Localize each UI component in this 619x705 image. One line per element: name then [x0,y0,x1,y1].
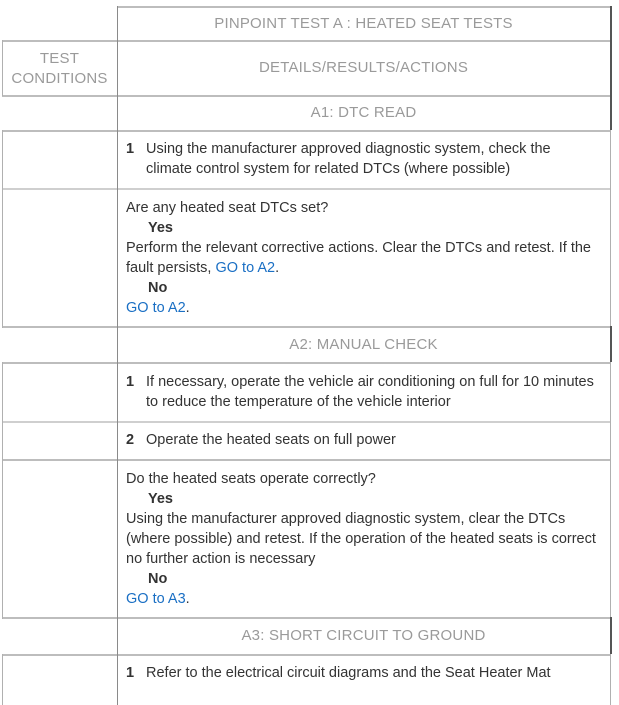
period: . [275,260,280,276]
step-line: to reduce the temperature of the vehicle interior [146,394,451,410]
yes-action-line [126,258,606,278]
rule [2,130,611,132]
section-heading-a3: A3: SHORT CIRCUIT TO GROUND [241,627,486,644]
section-heading-a1: A1: DTC READ [310,104,417,121]
step-line: Using the manufacturer approved diagnostic system, check the [146,141,551,157]
yes-action-line: Using the manufacturer approved diagnostic system, clear the DTCs [126,511,566,527]
no-action-line [126,298,606,318]
go-to-a2-link[interactable]: GO to A2 [126,300,186,316]
step-number: 1 [126,374,135,390]
rule [2,421,611,423]
question-text: Are any heated seat DTCs set? [126,200,329,216]
step-text [126,663,606,683]
yes-label: Yes [148,220,173,236]
period: . [185,591,190,607]
step-a2-2 [126,430,606,450]
step-text [126,372,606,412]
yes-action-text: fault persists, [126,260,216,276]
step-line: If necessary, operate the vehicle air conditioning on full for 10 minutes [146,374,594,390]
step-text [126,139,606,179]
rule [2,188,611,190]
table-right-border [610,326,612,362]
period: . [185,300,190,316]
rule [2,617,611,619]
question-text: Do the heated seats operate correctly? [126,471,376,487]
yes-label: Yes [148,491,173,507]
go-to-a3-link[interactable]: GO to A3 [126,591,186,607]
no-label: No [148,571,168,587]
rule [2,326,611,328]
no-action-line [126,589,606,609]
rule [2,654,611,656]
rule [2,95,611,97]
column-header-details: DETAILS/RESULTS/ACTIONS [258,59,469,76]
step-number: 1 [126,141,135,157]
step-line: climate control system for related DTCs (where possible) [146,161,511,177]
step-a1-1 [126,139,606,179]
step-a2-1 [126,372,606,412]
rule [2,362,611,364]
column-header-line: TEST [39,50,80,67]
question-a1 [126,198,606,318]
table-right-border [610,130,611,328]
page-title: PINPOINT TEST A : HEATED SEAT TESTS [214,15,513,32]
table-right-border [610,617,612,654]
question-a2 [126,469,606,609]
go-to-a2-link[interactable]: GO to A2 [215,260,276,276]
step-text [126,430,606,450]
step-line: Refer to the electrical circuit diagrams and the Seat Heater Mat [146,665,551,681]
table-right-border [610,362,611,619]
table-right-border [610,6,612,130]
rule-top [117,6,611,8]
table-left-border [2,362,3,619]
no-label: No [148,280,168,296]
table-right-border [610,654,611,705]
step-line: Operate the heated seats on full power [146,432,396,448]
yes-action-line: (where possible) and retest. If the operation of the heated seats is correct [126,531,596,547]
yes-action-line: Perform the relevant corrective actions. Clear the DTCs and retest. If the [126,240,591,256]
rule [2,40,611,42]
step-a3-1 [126,663,606,683]
table-left-border [2,130,3,328]
section-heading-a2: A2: MANUAL CHECK [289,336,438,353]
step-number: 1 [126,665,135,681]
table-left-border [2,654,3,705]
column-header-test-conditions [2,49,117,89]
column-header-line: CONDITIONS [11,70,108,87]
step-number: 2 [126,432,135,448]
rule [2,459,611,461]
yes-action-line: no further action is necessary [126,551,316,567]
